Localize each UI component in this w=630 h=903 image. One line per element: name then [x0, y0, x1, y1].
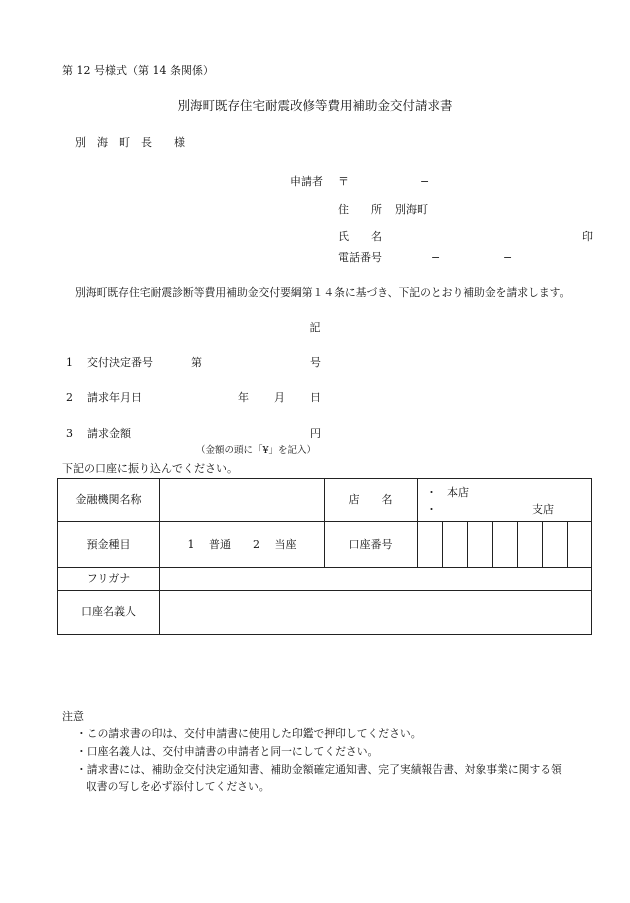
form-number: 第 12 号様式（第 14 条関係）	[62, 64, 214, 77]
item3-note: （金額の頭に「¥」を記入）	[196, 445, 317, 456]
form-title: 別海町既存住宅耐震改修等費用補助金交付請求書	[177, 98, 453, 113]
address-label: 住 所	[338, 203, 382, 216]
ki-mark: 記	[309, 321, 321, 334]
item1-number: 1	[66, 356, 73, 369]
furigana-label: フリガナ	[86, 572, 131, 585]
note-item-1: ・この請求書の印は、交付申請書に使用した印鑑で押印してください。	[76, 727, 422, 740]
item2-month: 月	[274, 391, 285, 404]
account-digit-divider	[542, 521, 543, 567]
account-number-label: 口座番号	[348, 538, 393, 551]
table-col-divider	[324, 479, 325, 567]
note-item-2: ・口座名義人は、交付申請書の申請者と同一にしてください。	[76, 745, 379, 758]
shiten-option[interactable]: 支店	[532, 503, 554, 516]
furigana-field[interactable]	[160, 567, 591, 590]
deposit-type-options[interactable]: 1 普通 2 当座	[187, 538, 297, 551]
phone-dash-2: −	[503, 251, 513, 264]
note-item-3-line-2: 収書の写しを必ず添付してください。	[86, 780, 270, 793]
applicant-label: 申請者	[290, 175, 323, 188]
honten-bullet: ・	[426, 486, 437, 499]
bank-account-table	[57, 478, 592, 635]
note-item-3-line-1: ・請求書には、補助金交付決定通知書、補助金額確定通知書、完了実績報告書、対象事業に関する領	[76, 763, 562, 776]
account-digit-divider	[517, 521, 518, 567]
item2-label: 請求年月日	[87, 391, 142, 404]
postal-mark: 〒	[338, 175, 349, 188]
account-digit-divider	[442, 521, 443, 567]
item2-year: 年	[238, 391, 249, 404]
honten-option[interactable]: 本店	[447, 486, 469, 499]
notes-heading: 注意	[62, 710, 84, 723]
name-label: 氏 名	[338, 230, 382, 243]
account-holder-field[interactable]	[160, 590, 591, 634]
account-digit-divider	[467, 521, 468, 567]
phone-dash-1: −	[431, 251, 441, 264]
deposit-type-label: 預金種目	[86, 538, 131, 551]
item1-label: 交付決定番号	[87, 356, 153, 369]
postal-dash: −	[420, 175, 430, 188]
institution-label: 金融機関名称	[75, 493, 142, 506]
table-col-divider	[417, 479, 418, 567]
item3-number: 3	[66, 427, 73, 440]
item3-label: 請求金額	[87, 427, 131, 440]
account-digit-divider	[492, 521, 493, 567]
item1-dai: 第	[191, 356, 202, 369]
phone-label: 電話番号	[338, 251, 382, 264]
item1-go: 号	[310, 356, 321, 369]
address-value: 別海町	[395, 203, 428, 216]
item2-number: 2	[66, 391, 73, 404]
account-digit-divider	[567, 521, 568, 567]
item2-day: 日	[310, 391, 321, 404]
addressee: 別 海 町 長 様	[75, 136, 185, 149]
branch-label: 店 名	[348, 493, 393, 506]
seal-mark: 印	[582, 230, 593, 243]
request-statement: 別海町既存住宅耐震診断等費用補助金交付要綱第１４条に基づき、下記のとおり補助金を請求します。	[75, 286, 571, 299]
bank-instruction: 下記の口座に振り込んでください。	[62, 462, 238, 475]
shiten-bullet: ・	[426, 503, 437, 516]
item3-yen: 円	[310, 427, 321, 440]
account-holder-label: 口座名義人	[81, 605, 136, 618]
institution-field[interactable]	[160, 479, 324, 521]
